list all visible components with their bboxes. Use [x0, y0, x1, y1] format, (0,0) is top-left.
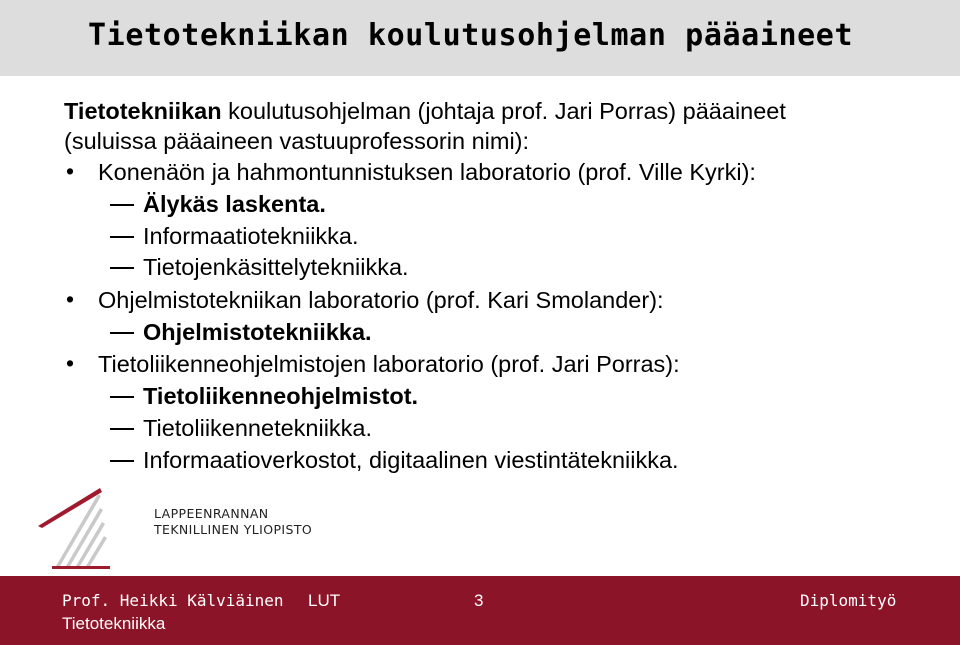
bullet-icon: •	[66, 350, 75, 376]
lab-1-name: Konenäön ja hahmontunnistuksen laboratorio (prof. Ville Kyrki):	[98, 159, 756, 185]
lab-2-name: Ohjelmistotekniikan laboratorio (prof. Kari Smolander):	[98, 287, 664, 313]
lab-1-major-1: Älykäs laskenta.	[143, 191, 326, 217]
intro-line-1	[64, 96, 786, 126]
bullet-icon: •	[66, 158, 75, 184]
lab-3-major-1: Tietoliikenneohjelmistot.	[143, 383, 419, 409]
slide-title: Tietotekniikan koulutusohjelman pääaineet	[88, 18, 854, 53]
title-bar	[0, 0, 960, 76]
logo-mark-icon	[38, 488, 118, 570]
intro-line-2: (suluissa pääaineen vastuuprofessorin nimi):	[64, 128, 530, 154]
footer	[0, 576, 960, 645]
lab-3-name: Tietoliikenneohjelmistojen laboratorio (prof. Jari Porras):	[98, 351, 680, 377]
dash-icon	[110, 204, 134, 206]
bullet-icon: •	[66, 286, 75, 312]
university-logo	[38, 488, 313, 570]
dash-icon	[110, 236, 134, 238]
lab-1-major-2: Informaatiotekniikka.	[143, 223, 359, 249]
intro-rest: koulutusohjelman (johtaja prof. Jari Porras) pääaineet	[221, 98, 786, 124]
logo-text-line-1: LAPPEENRANNAN	[154, 506, 269, 521]
footer-page-number: 3	[474, 591, 484, 610]
footer-subject: Tietotekniikka	[62, 614, 166, 633]
footer-org: LUT	[308, 591, 341, 610]
dash-icon	[110, 396, 134, 398]
dash-icon	[110, 460, 134, 462]
dash-icon	[110, 332, 134, 334]
intro-bold: Tietotekniikan	[64, 98, 222, 124]
lab-3-major-3: Informaatioverkostot, digitaalinen viestintätekniikka.	[143, 447, 679, 473]
lab-2-major-1: Ohjelmistotekniikka.	[143, 319, 372, 345]
dash-icon	[110, 428, 134, 430]
logo-text-line-2: TEKNILLINEN YLIOPISTO	[154, 522, 313, 537]
footer-course: Diplomityö	[800, 591, 897, 610]
lab-1-major-3: Tietojenkäsittelytekniikka.	[143, 254, 409, 280]
dash-icon	[110, 267, 134, 269]
footer-author: Prof. Heikki Kälviäinen	[62, 591, 284, 610]
lab-3-major-2: Tietoliikennetekniikka.	[143, 415, 373, 441]
